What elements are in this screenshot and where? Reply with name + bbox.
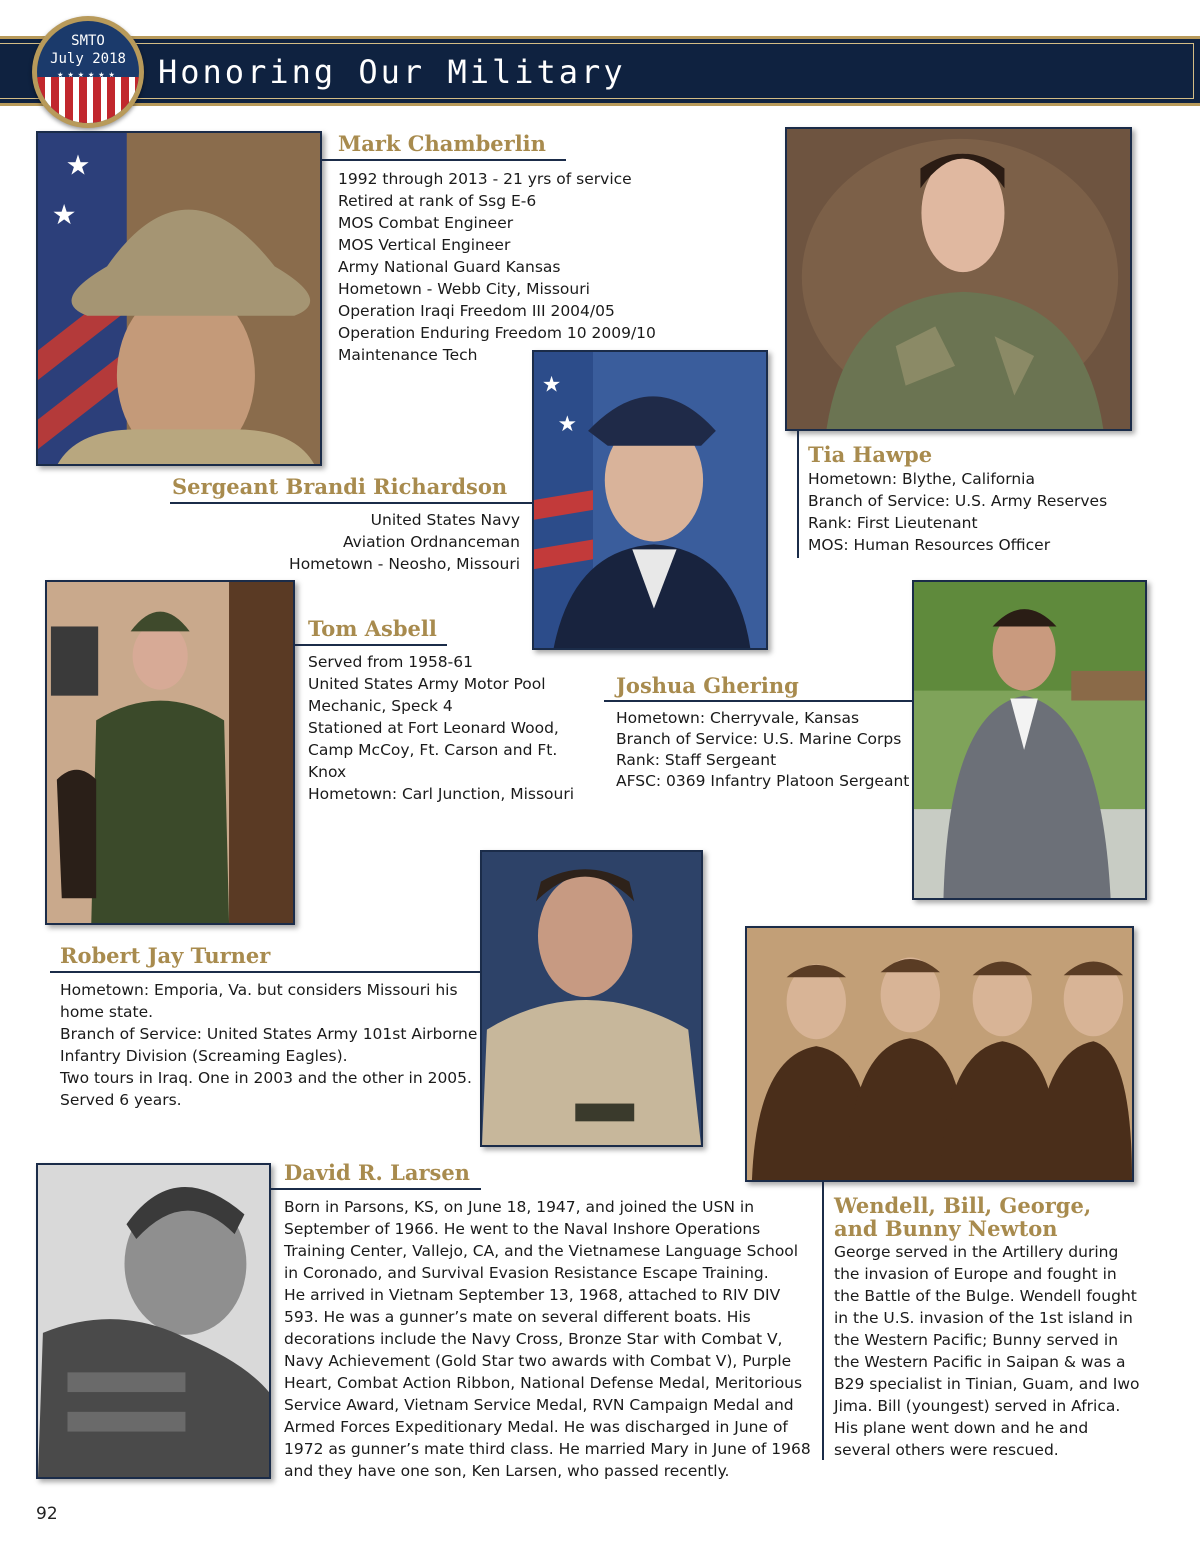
bio-robert-jay-turner — [60, 979, 477, 1111]
bio-line: George served in the Artillery during — [834, 1243, 1119, 1261]
name-joshua-ghering: Joshua Ghering — [616, 673, 799, 698]
name-tom-asbell: Tom Asbell — [308, 616, 437, 641]
bio-line: Served from 1958-61 — [308, 653, 473, 671]
bio-line: Armed Forces Expeditionary Medal. He was discharged in June of — [284, 1418, 788, 1436]
name-mark-chamberlin: Mark Chamberlin — [338, 131, 546, 156]
bio-joshua-ghering — [616, 708, 909, 792]
bio-line: Born in Parsons, KS, on June 18, 1947, and joined the USN in — [284, 1198, 755, 1216]
badge-line2: July 2018 — [50, 51, 126, 67]
bio-line: United States Navy — [370, 511, 520, 529]
bio-line: the Western Pacific; Bunny served in — [834, 1331, 1119, 1349]
bio-line: in Coronado, and Survival Evasion Resistance Escape Training. — [284, 1264, 769, 1282]
star-row-icon: ★★★★★★ — [57, 71, 119, 79]
bio-line: Hometown: Cherryvale, Kansas — [616, 709, 860, 727]
bio-line: United States Army Motor Pool — [308, 675, 546, 693]
svg-text:★: ★ — [557, 411, 577, 437]
smto-badge-logo — [32, 16, 144, 128]
heading-underline — [170, 502, 532, 504]
bio-line: Branch of Service: U.S. Army Reserves — [808, 492, 1108, 510]
photo-david-larsen — [36, 1163, 271, 1479]
photo-robert-jay-turner — [480, 850, 703, 1147]
svg-text:★: ★ — [65, 148, 91, 182]
bio-line: MOS Vertical Engineer — [338, 236, 511, 254]
bio-line: Rank: Staff Sergeant — [616, 751, 777, 769]
name-robert-jay-turner: Robert Jay Turner — [60, 943, 271, 968]
bio-line: AFSC: 0369 Infantry Platoon Sergeant — [616, 772, 910, 790]
photo-newton-brothers — [745, 926, 1134, 1182]
name-line: Wendell, Bill, George, — [834, 1193, 1092, 1218]
svg-text:★: ★ — [541, 372, 562, 398]
name-tia-hawpe: Tia Hawpe — [808, 442, 933, 467]
bio-line: Hometown: Blythe, California — [808, 470, 1035, 488]
bio-line: Army National Guard Kansas — [338, 258, 561, 276]
badge-flag — [37, 21, 139, 123]
bio-line: Infantry Division (Screaming Eagles). — [60, 1047, 348, 1065]
bio-line: Branch of Service: United States Army 101st Airborne — [60, 1025, 478, 1043]
bio-line: September of 1966. He went to the Naval Inshore Operations — [284, 1220, 761, 1238]
bio-line: the Battle of the Bulge. Wendell fought — [834, 1287, 1137, 1305]
bio-line: decorations include the Navy Cross, Bronze Star with Combat V, — [284, 1330, 783, 1348]
photo-brandi-richardson — [532, 350, 768, 650]
bio-newton-brothers — [834, 1241, 1140, 1461]
photo-tom-asbell — [45, 580, 295, 925]
bio-line: Maintenance Tech — [338, 346, 478, 364]
heading-underline — [271, 1188, 481, 1190]
bio-line: Aviation Ordnanceman — [342, 533, 520, 551]
bio-line: Heart, Combat Action Ribbon, National Defense Medal, Meritorious — [284, 1374, 803, 1392]
bio-line: Stationed at Fort Leonard Wood, — [308, 719, 559, 737]
side-rule — [797, 431, 799, 558]
bio-line: His plane went down and he and — [834, 1419, 1089, 1437]
bio-line: Hometown: Carl Junction, Missouri — [308, 785, 575, 803]
bio-line: Served 6 years. — [60, 1091, 182, 1109]
bio-line: Navy Achievement (Gold Star two awards with Combat V), Purple — [284, 1352, 792, 1370]
bio-line: Service Award, Vietnam Service Medal, RVN Campaign Medal and — [284, 1396, 794, 1414]
bio-line: Hometown - Neosho, Missouri — [289, 555, 520, 573]
name-newton-brothers — [834, 1194, 1091, 1240]
photo-joshua-ghering — [912, 580, 1147, 900]
side-rule — [822, 1182, 824, 1460]
header-banner — [0, 36, 1200, 106]
bio-line: Retired at rank of Ssg E-6 — [338, 192, 537, 210]
heading-underline — [322, 159, 566, 161]
heading-underline — [295, 644, 447, 646]
bio-line: 1972 as gunner’s mate third class. He married Mary in June of 1968 — [284, 1440, 811, 1458]
bio-tia-hawpe — [808, 468, 1107, 556]
page-number: 92 — [36, 1504, 58, 1524]
bio-line: Operation Enduring Freedom 10 2009/10 — [338, 324, 656, 342]
bio-line: the Western Pacific in Saipan & was a — [834, 1353, 1126, 1371]
bio-line: Hometown: Emporia, Va. but considers Missouri his — [60, 981, 458, 999]
bio-line: Operation Iraqi Freedom III 2004/05 — [338, 302, 615, 320]
photo-tia-hawpe — [785, 127, 1132, 431]
heading-underline — [604, 700, 912, 702]
bio-tom-asbell — [308, 651, 574, 805]
bio-line: MOS Combat Engineer — [338, 214, 514, 232]
bio-line: Training Center, Vallejo, CA, and the Vietnamese Language School — [284, 1242, 799, 1260]
bio-line: Jima. Bill (youngest) served in Africa. — [834, 1397, 1121, 1415]
bio-line: He arrived in Vietnam September 13, 1968, attached to RIV DIV — [284, 1286, 781, 1304]
bio-line: MOS: Human Resources Officer — [808, 536, 1051, 554]
bio-line: Two tours in Iraq. One in 2003 and the other in 2005. — [60, 1069, 472, 1087]
page-title: Honoring Our Military — [158, 53, 626, 91]
svg-text:★: ★ — [51, 197, 77, 231]
bio-line: Hometown - Webb City, Missouri — [338, 280, 590, 298]
badge-line1: SMTO — [71, 33, 105, 49]
bio-line: 593. He was a gunner’s mate on several different boats. His — [284, 1308, 751, 1326]
bio-line: the invasion of Europe and fought in — [834, 1265, 1117, 1283]
name-line: and Bunny Newton — [834, 1216, 1058, 1241]
bio-line: Rank: First Lieutenant — [808, 514, 978, 532]
bio-brandi-richardson — [270, 509, 520, 575]
bio-line: B29 specialist in Tinian, Guam, and Iwo — [834, 1375, 1140, 1393]
photo-mark-chamberlin — [36, 131, 322, 466]
bio-line: Knox — [308, 763, 347, 781]
bio-line: Mechanic, Speck 4 — [308, 697, 453, 715]
name-david-larsen: David R. Larsen — [284, 1160, 470, 1185]
bio-mark-chamberlin — [338, 168, 656, 366]
bio-line: and they have one son, Ken Larsen, who passed recently. — [284, 1462, 730, 1480]
bio-line: Camp McCoy, Ft. Carson and Ft. — [308, 741, 558, 759]
bio-david-larsen — [284, 1196, 811, 1482]
bio-line: 1992 through 2013 - 21 yrs of service — [338, 170, 632, 188]
flag-stripes — [37, 77, 139, 123]
bio-line: Branch of Service: U.S. Marine Corps — [616, 730, 902, 748]
heading-underline — [50, 971, 480, 973]
name-brandi-richardson: Sergeant Brandi Richardson — [172, 474, 508, 499]
bio-line: several others were rescued. — [834, 1441, 1059, 1459]
bio-line: in the U.S. invasion of the 1st island in — [834, 1309, 1133, 1327]
bio-line: home state. — [60, 1003, 154, 1021]
